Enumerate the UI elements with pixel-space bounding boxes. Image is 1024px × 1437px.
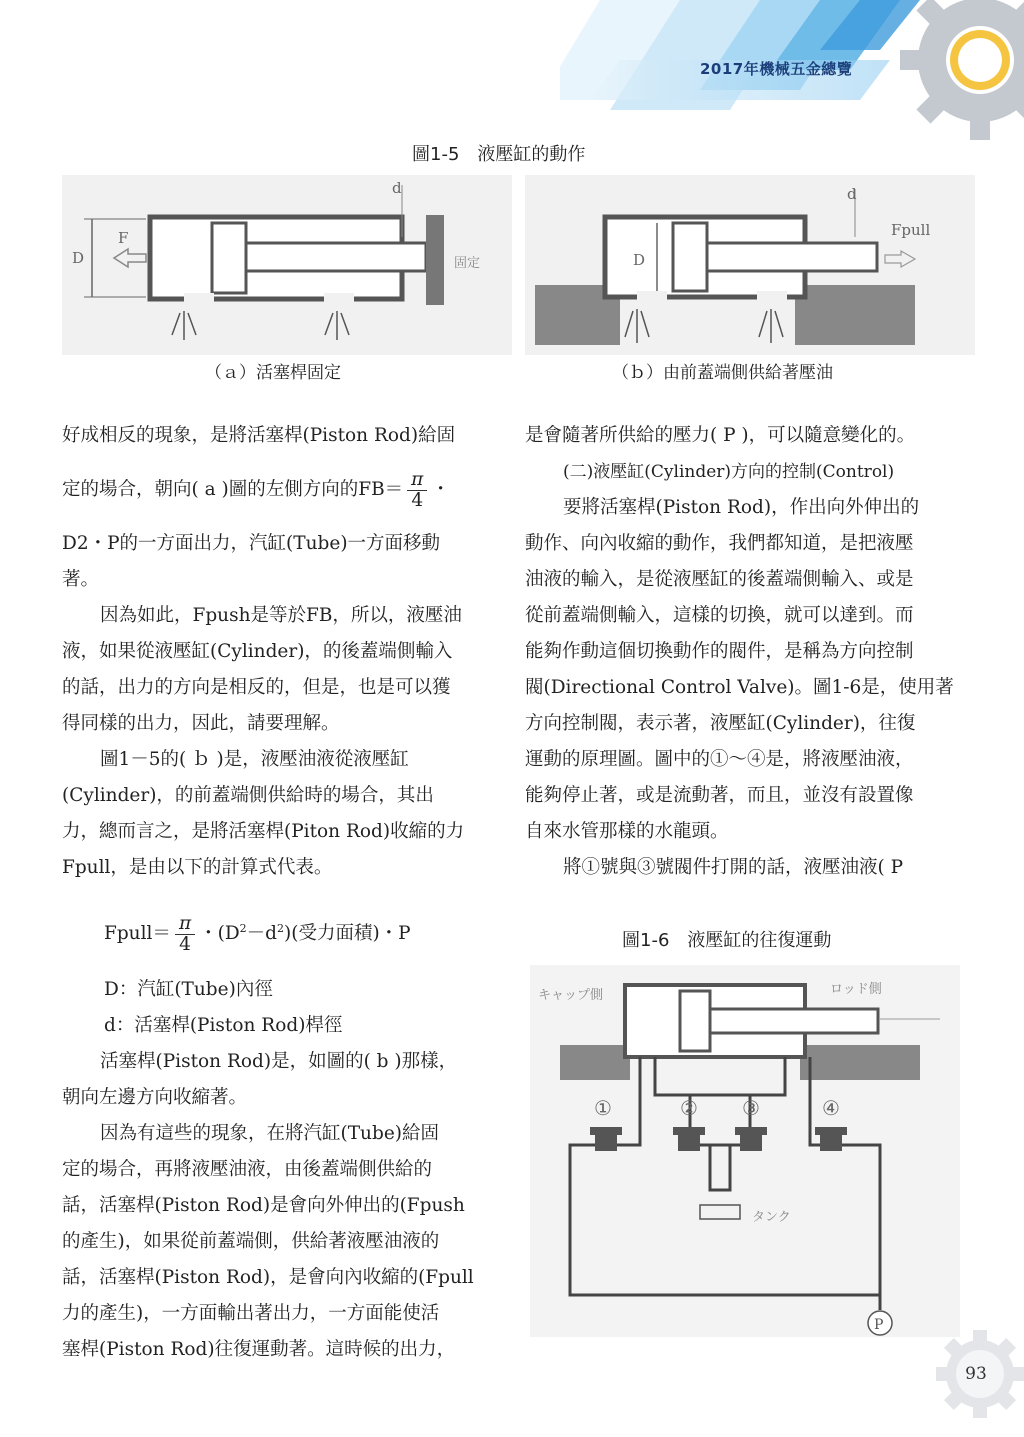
formula-part: ・(D	[199, 923, 240, 945]
paragraph-line: 將①號與③號閥件打開的話，液壓油液( P	[563, 857, 904, 878]
section-heading: (二)液壓缸(Cylinder)方向的控制(Control)	[563, 462, 895, 482]
paragraph-line: 話，活塞桿(Piston Rod)是會向外伸出的(Fpush	[62, 1195, 465, 1216]
label-fixed-a: 固定	[454, 256, 481, 271]
label-d-b: d	[847, 185, 857, 203]
dot-operator: ・	[431, 479, 450, 500]
figure-1-5b-diagram	[525, 175, 975, 355]
paragraph-line: 好成相反的現象，是將活塞桿(Piston Rod)給固	[62, 425, 456, 446]
fraction-pi-over-4	[407, 470, 427, 511]
paragraph-line: 定的場合，再將液壓油液，由後蓋端側供給的	[62, 1159, 433, 1180]
page-number: 93	[965, 1364, 987, 1384]
label-fixed-b: 固定	[873, 324, 900, 339]
fraction-numerator: π	[175, 914, 195, 935]
label-rod-side: ロッド側	[830, 982, 882, 997]
label-D-b: D	[633, 251, 646, 269]
paragraph-line: 運動的原理圖。圖中的①～④是，將液壓油液，	[525, 749, 914, 770]
definition-D: D：汽缸(Tube)內徑	[104, 979, 273, 1000]
figure-1-6-diagram	[530, 965, 960, 1337]
gear-icon	[900, 0, 1024, 140]
valve-label-3: ③	[742, 1096, 760, 1120]
paragraph-line: 活塞桿(Piston Rod)是，如圖的( b )那樣，	[100, 1051, 458, 1072]
valve-label-4: ④	[822, 1096, 840, 1120]
label-FB: F	[118, 229, 129, 247]
paragraph-line: 因為如此，Fpush是等於FB，所以，液壓油	[100, 605, 462, 626]
paragraph-line: 著。	[62, 569, 100, 590]
paragraph-line: 得同樣的出力，因此，請要理解。	[62, 713, 340, 734]
figure-1-5a-caption: （ａ）活塞桿固定	[205, 363, 341, 383]
paragraph-line: 能夠作動這個切換動作的閥件，是稱為方向控制	[525, 641, 914, 662]
paragraph-line: 能夠停止著，或是流動著，而且，並沒有設置像	[525, 785, 914, 806]
label-fpull: Fpull	[891, 221, 931, 239]
paragraph-line: 方向控制閥，表示著，液壓缸(Cylinder)，往復	[525, 713, 916, 734]
paragraph-line: 因為有這些的現象，在將汽缸(Tube)給固	[100, 1123, 439, 1144]
paragraph-line: 定的場合，朝向( a )圖的左側方向的FB＝	[62, 479, 404, 500]
paragraph-line: 油液的輸入，是從液壓缸的後蓋端側輸入、或是	[525, 569, 914, 590]
paragraph-line: 液，如果從液壓缸(Cylinder)，的後蓋端側輸入	[62, 641, 453, 662]
paragraph-line: 力的產生)，一方面輸出著出力，一方面能使活	[62, 1303, 440, 1324]
paragraph-line: 圖1－5的( ｂ )是，液壓油液從液壓缸	[100, 749, 409, 770]
definition-d: d：活塞桿(Piston Rod)桿徑	[104, 1015, 343, 1036]
paragraph-line: (Cylinder)，的前蓋端側供給時的場合，其出	[62, 785, 434, 806]
fraction-denominator: 4	[179, 933, 191, 955]
formula-part: －d	[246, 923, 278, 945]
figure-1-5a-diagram	[62, 175, 512, 355]
paragraph-line: Fpull，是由以下的計算式代表。	[62, 857, 333, 878]
paragraph-line: 力，總而言之，是將活塞桿(Piton Rod)收縮的力	[62, 821, 465, 842]
label-d-a: d	[392, 179, 402, 197]
left-column	[62, 418, 484, 1368]
paragraph-line: 朝向左邊方向收縮著。	[62, 1087, 248, 1108]
paragraph-line: 要將活塞桿(Piston Rod)，作出向外伸出的	[563, 497, 920, 518]
superscript: 2	[239, 922, 247, 935]
figure-1-5b-caption: （ｂ）由前蓋端側供給著壓油	[612, 363, 833, 383]
paragraph-line: 自來水管那樣的水龍頭。	[525, 821, 729, 842]
header-title: 2017年機械五金總覽	[700, 60, 853, 78]
paragraph-line: 從前蓋端側輸入，這樣的切換，就可以達到。而	[525, 605, 914, 626]
fraction-pi-over-4	[175, 914, 195, 955]
figure-1-5-caption: 圖1-5 液壓缸的動作	[412, 144, 586, 165]
paragraph-line: 塞桿(Piston Rod)往復運動著。這時候的出力，	[62, 1339, 456, 1360]
formula-line-1	[62, 454, 484, 526]
paragraph-line: 閥(Directional Control Valve)。圖1-6是，使用著	[525, 677, 954, 698]
figure-1-6-caption: 圖1-6 液壓缸的往復運動	[622, 930, 832, 951]
fraction-denominator: 4	[411, 489, 424, 511]
paragraph-line: 的產生)，如果從前蓋端側，供給著液壓油液的	[62, 1231, 440, 1252]
paragraph-line: 動作、向內收縮的動作，我們都知道，是把液壓	[525, 533, 914, 554]
paragraph-line: 話，活塞桿(Piston Rod)，是會向內收縮的(Fpull	[62, 1267, 474, 1288]
pump-label: P	[874, 1317, 884, 1333]
right-column	[525, 418, 954, 886]
paragraph-line: D2・P的一方面出力，汽缸(Tube)一方面移動	[62, 533, 441, 554]
valve-label-1: ①	[594, 1096, 612, 1120]
superscript: 2	[277, 922, 285, 935]
formula-fpull	[62, 886, 484, 972]
formula-part: )(受力面積)・P	[284, 923, 411, 945]
label-tank: タンク	[752, 1210, 791, 1225]
fraction-numerator: π	[407, 470, 427, 491]
valve-label-2: ②	[680, 1096, 698, 1120]
label-D-a: D	[72, 249, 85, 267]
paragraph-line: 是會隨著所供給的壓力( P )，可以隨意變化的。	[525, 425, 916, 446]
formula-lhs: Fpull＝	[104, 923, 171, 945]
paragraph-line: 的話，出力的方向是相反的，但是，也是可以獲	[62, 677, 451, 698]
label-cap-side: キャップ側	[538, 988, 604, 1003]
